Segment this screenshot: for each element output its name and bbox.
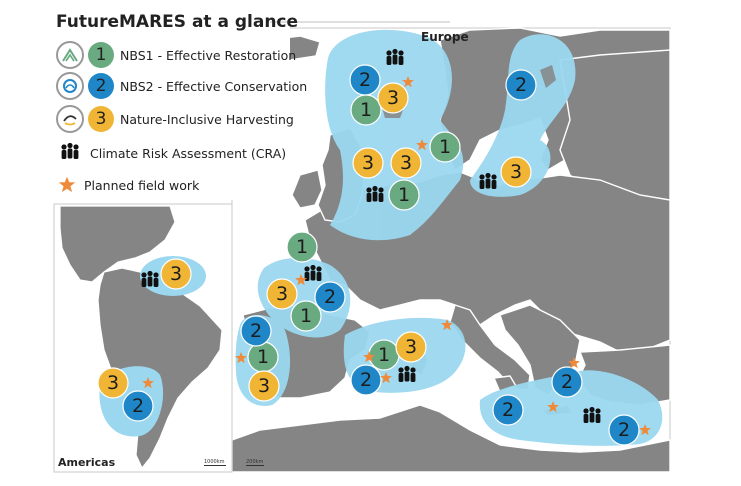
nbs1-marker-label: 1 [299, 305, 313, 327]
map-title: FutureMARES at a glance [56, 12, 299, 32]
cra-people-icon [141, 271, 158, 287]
star-icon [56, 174, 78, 196]
restoration-emblem-icon [56, 41, 84, 69]
nbs3-marker-label: 3 [257, 375, 271, 397]
legend-label: NBS2 - Effective Conservation [120, 78, 308, 94]
region-label-europe: Europe [421, 30, 469, 44]
harvesting-emblem-icon [56, 105, 84, 133]
nbs1-marker-label: 1 [295, 236, 309, 258]
nbs1-marker-label: 1 [397, 184, 411, 206]
cra-people-icon [398, 366, 415, 382]
nbs2-marker-label: 2 [359, 369, 373, 391]
cra-people-icon [583, 407, 600, 423]
nbs2-symbol: 2 [88, 73, 114, 99]
nbs2-marker-label: 2 [514, 74, 528, 96]
nbs3-marker-label: 3 [386, 87, 400, 109]
scale-bar-americas: 1000km [204, 459, 225, 465]
nbs1-marker-label: 1 [377, 344, 391, 366]
legend-item-nbs1 [56, 40, 296, 70]
nbs3-marker-label: 3 [404, 336, 418, 358]
americas-inset [54, 204, 232, 472]
scale-bar-europe: 200km [246, 459, 264, 465]
nbs3-marker-label: 3 [169, 263, 183, 285]
nbs3-symbol: 3 [88, 106, 114, 132]
cra-people-icon [366, 186, 383, 202]
nbs1-marker-label: 1 [438, 136, 452, 158]
legend-item-cra [56, 138, 286, 168]
nbs2-marker-label: 2 [323, 286, 337, 308]
conservation-emblem-icon [56, 72, 84, 100]
legend-item-nbs2 [56, 71, 307, 101]
nbs3-marker-label: 3 [361, 152, 375, 174]
people-icon [56, 141, 84, 165]
nbs2-marker-label: 2 [358, 69, 372, 91]
nbs3-marker-label: 3 [106, 372, 120, 394]
legend-label: NBS1 - Effective Restoration [120, 47, 297, 63]
nbs1-symbol: 1 [88, 42, 114, 68]
nbs2-marker-label: 2 [560, 371, 574, 393]
nbs2-marker-label: 2 [249, 320, 263, 342]
cra-people-icon [304, 265, 321, 281]
cra-people-icon [386, 49, 403, 65]
nbs1-marker-label: 1 [359, 99, 373, 121]
nbs1-marker-label: 1 [256, 346, 270, 368]
legend-label: Planned field work [84, 177, 200, 193]
nbs2-marker-label: 2 [131, 395, 145, 417]
legend-label: Climate Risk Assessment (CRA) [90, 145, 287, 161]
legend-item-fieldwork [56, 170, 199, 200]
nbs3-marker-label: 3 [509, 161, 523, 183]
nbs2-marker-label: 2 [501, 399, 515, 421]
cra-people-icon [479, 173, 496, 189]
legend-item-nbs3 [56, 104, 294, 134]
legend-label: Nature-Inclusive Harvesting [120, 111, 294, 127]
region-label-americas: Americas [58, 456, 116, 469]
nbs2-marker-label: 2 [617, 419, 631, 441]
nbs3-marker-label: 3 [275, 283, 289, 305]
nbs3-marker-label: 3 [399, 152, 413, 174]
